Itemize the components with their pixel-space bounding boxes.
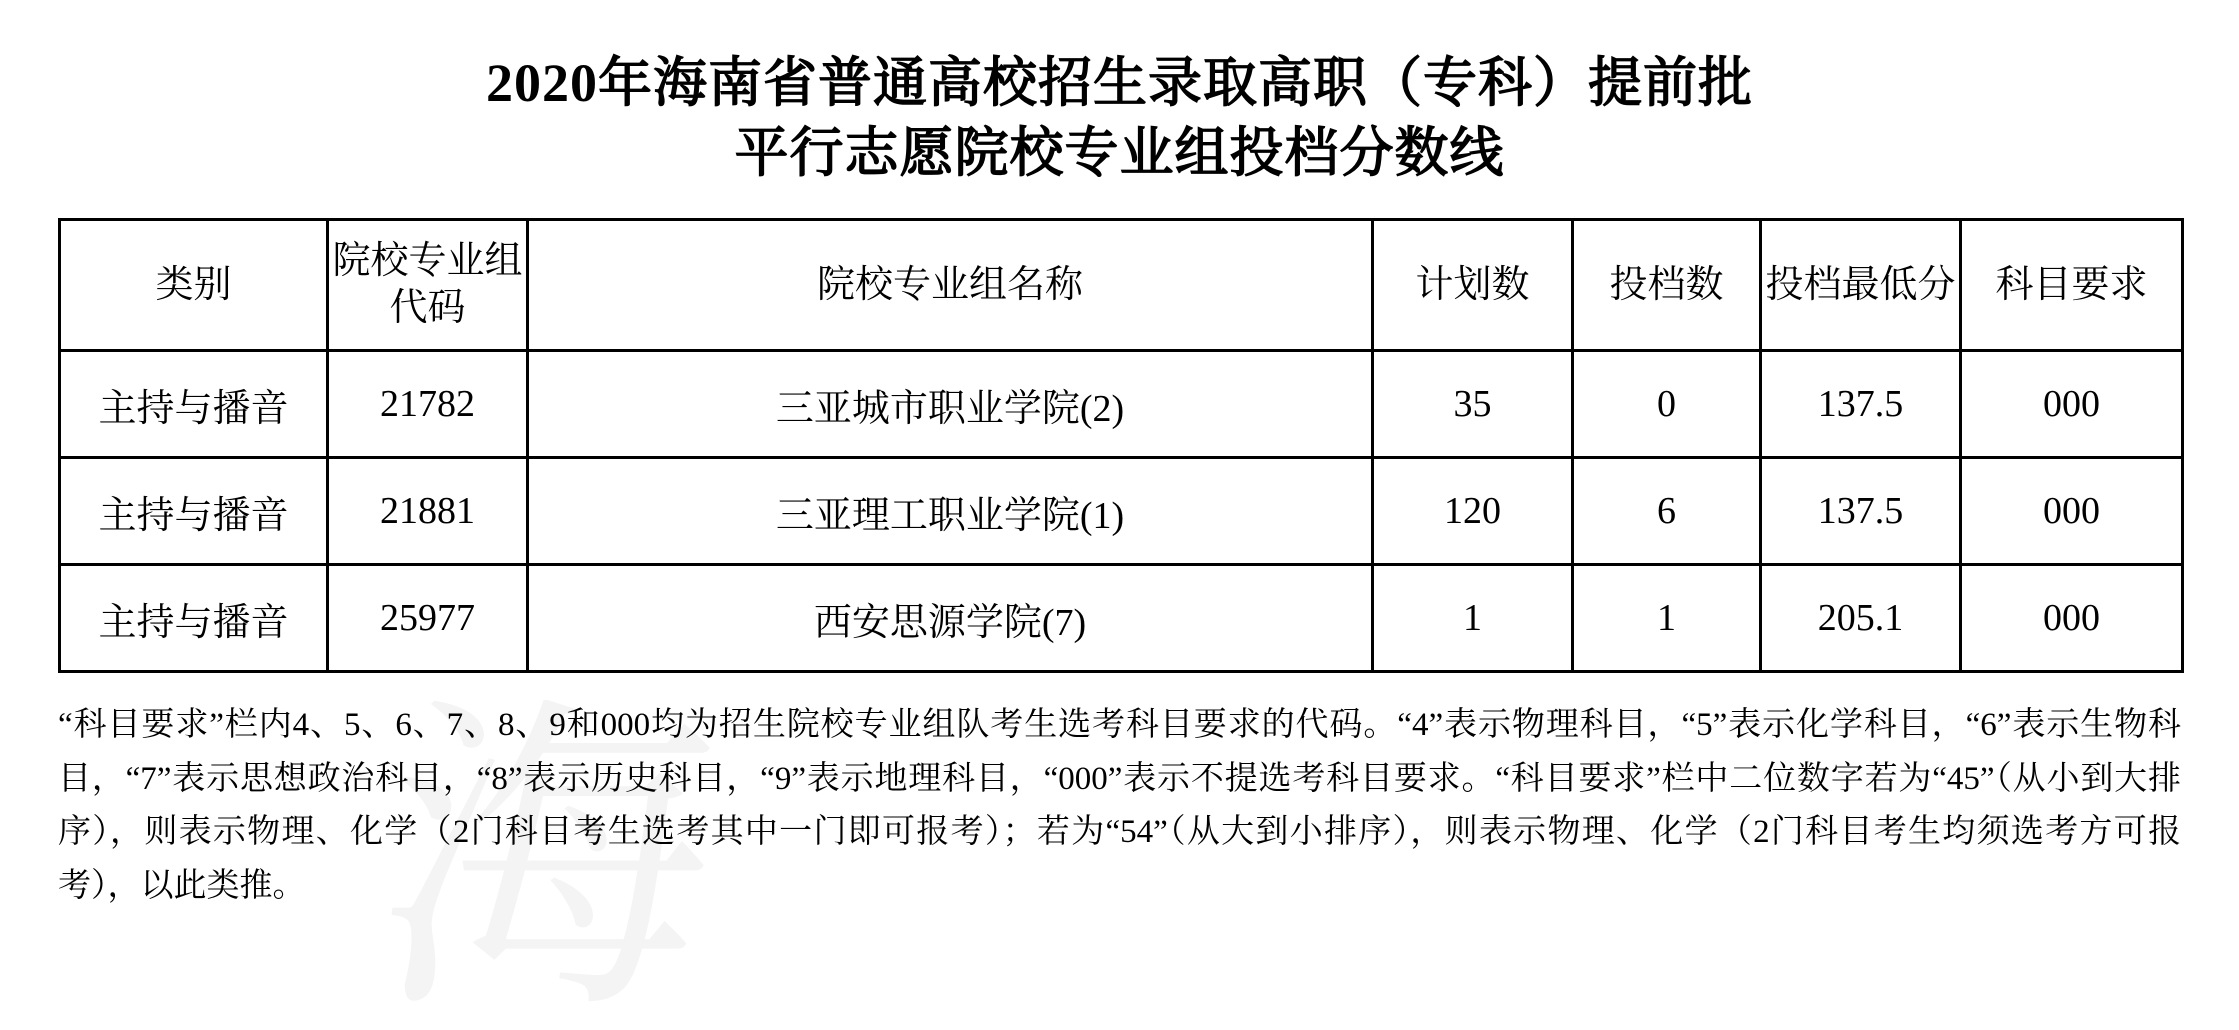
table-row <box>60 565 2183 672</box>
table-header-row <box>60 220 2183 351</box>
table-row <box>60 458 2183 565</box>
cell-code: 21881 <box>328 458 528 565</box>
cell-plan: 120 <box>1373 458 1573 565</box>
cell-submitted: 1 <box>1573 565 1761 672</box>
cell-category: 主持与播音 <box>60 351 328 458</box>
cell-name: 三亚城市职业学院(2) <box>528 351 1373 458</box>
cell-category: 主持与播音 <box>60 458 328 565</box>
cell-subject-req: 000 <box>1961 565 2183 672</box>
cell-plan: 1 <box>1373 565 1573 672</box>
header-subject-req: 科目要求 <box>1961 220 2183 351</box>
cell-submitted: 6 <box>1573 458 1761 565</box>
cell-min-score: 137.5 <box>1761 458 1961 565</box>
cell-min-score: 137.5 <box>1761 351 1961 458</box>
cell-subject-req: 000 <box>1961 351 2183 458</box>
table-header <box>60 220 2183 351</box>
header-name: 院校专业组名称 <box>528 220 1373 351</box>
table-body <box>60 351 2183 672</box>
cell-plan: 35 <box>1373 351 1573 458</box>
cell-submitted: 0 <box>1573 351 1761 458</box>
header-min-score: 投档最低分 <box>1761 220 1961 351</box>
cell-name: 三亚理工职业学院(1) <box>528 458 1373 565</box>
header-submitted: 投档数 <box>1573 220 1761 351</box>
cell-category: 主持与播音 <box>60 565 328 672</box>
score-table-container <box>58 218 2181 673</box>
title-line-1: 2020年海南省普通高校招生录取高职（专科）提前批 <box>486 53 1753 113</box>
cell-code: 21782 <box>328 351 528 458</box>
header-plan: 计划数 <box>1373 220 1573 351</box>
header-code: 院校专业组代码 <box>328 220 528 351</box>
title-line-2: 平行志愿院校专业组投档分数线 <box>734 123 1505 184</box>
cell-name: 西安思源学院(7) <box>528 565 1373 672</box>
footnote: “科目要求”栏内4、5、6、7、8、9和000均为招生院校专业组队考生选考科目要求的代码。“4”表示物理科目，“5”表示化学科目，“6”表示生物科目，“7”表示思想政治科目，“8”表示历史科目，“9”表示地理科目，“000”表示不提选考科目要求。“科目要求”栏中二位数字若为“45”（从小到大排序），则表示物理、化学（2门科目考生选考其中一门即可报考）；若为“54”（从大到小排序），则表示物理、化学（2门科目考生均须选考方可报考），以此类推。 <box>58 707 2181 904</box>
score-table <box>58 218 2184 673</box>
cell-min-score: 205.1 <box>1761 565 1961 672</box>
table-row <box>60 351 2183 458</box>
cell-subject-req: 000 <box>1961 458 2183 565</box>
document-title <box>0 0 2239 188</box>
cell-code: 25977 <box>328 565 528 672</box>
header-category: 类别 <box>60 220 328 351</box>
